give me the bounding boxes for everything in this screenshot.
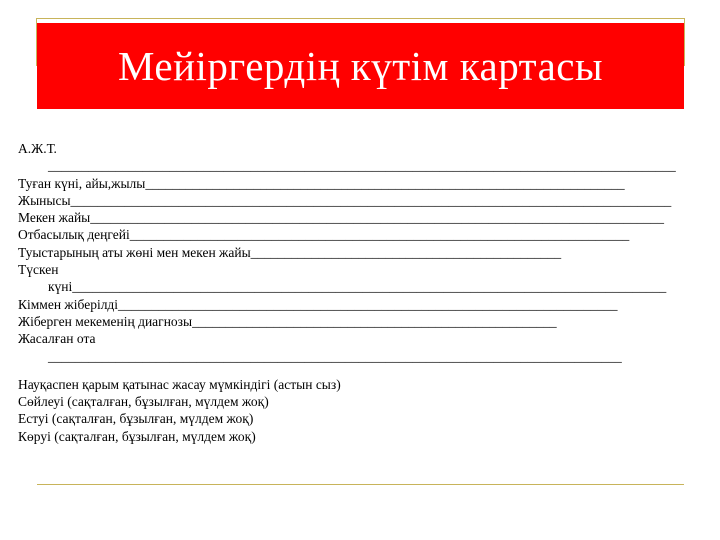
relatives-field: Туыстарының аты жөні мен мекен жайы______________________________________________ — [18, 244, 562, 260]
surgery-label: Жасалған ота — [18, 331, 96, 347]
full-name-line: _____________________________________________________________________________________________ — [48, 158, 676, 174]
gender-field: Жынысы_________________________________________________________________________________________ — [18, 192, 672, 208]
birth-date-field: Туған күні, айы,жылы_______________________________________________________________________ — [18, 175, 625, 191]
slide-frame-right — [684, 18, 685, 66]
title-banner — [37, 23, 684, 109]
vision-field: Көруі (сақталған, бұзылған, мүлдем жоқ) — [18, 428, 256, 444]
surgery-line: _____________________________________________________________________________________ — [48, 348, 622, 364]
admission-label: Түскен — [18, 262, 59, 278]
slide-frame-bottom — [37, 484, 684, 485]
address-field: Мекен жайы_____________________________________________________________________________________ — [18, 210, 664, 226]
referring-diagnosis-field: Жіберген мекеменің диагнозы______________________________________________________ — [18, 313, 557, 329]
speech-field: Сөйлеуі (сақталған, бұзылған, мүлдем жоқ) — [18, 394, 269, 410]
communication-heading: Науқаспен қарым қатынас жасау мүмкіндігі (астын сыз) — [18, 376, 341, 392]
hearing-field: Естуі (сақталған, бұзылған, мүлдем жоқ) — [18, 411, 254, 427]
slide-title: Мейіргердің күтім картасы — [117, 43, 604, 89]
full-name-label: А.Ж.Т. — [18, 141, 57, 156]
slide-frame-top — [36, 18, 684, 19]
family-status-field: Отбасылық деңгейі__________________________________________________________________________ — [18, 227, 630, 243]
referred-by-field: Кіммен жіберілді__________________________________________________________________________ — [18, 296, 618, 312]
care-card-form — [18, 140, 690, 445]
admission-date-field: күні________________________________________________________________________________________ — [48, 279, 667, 295]
section-spacer — [18, 365, 690, 376]
